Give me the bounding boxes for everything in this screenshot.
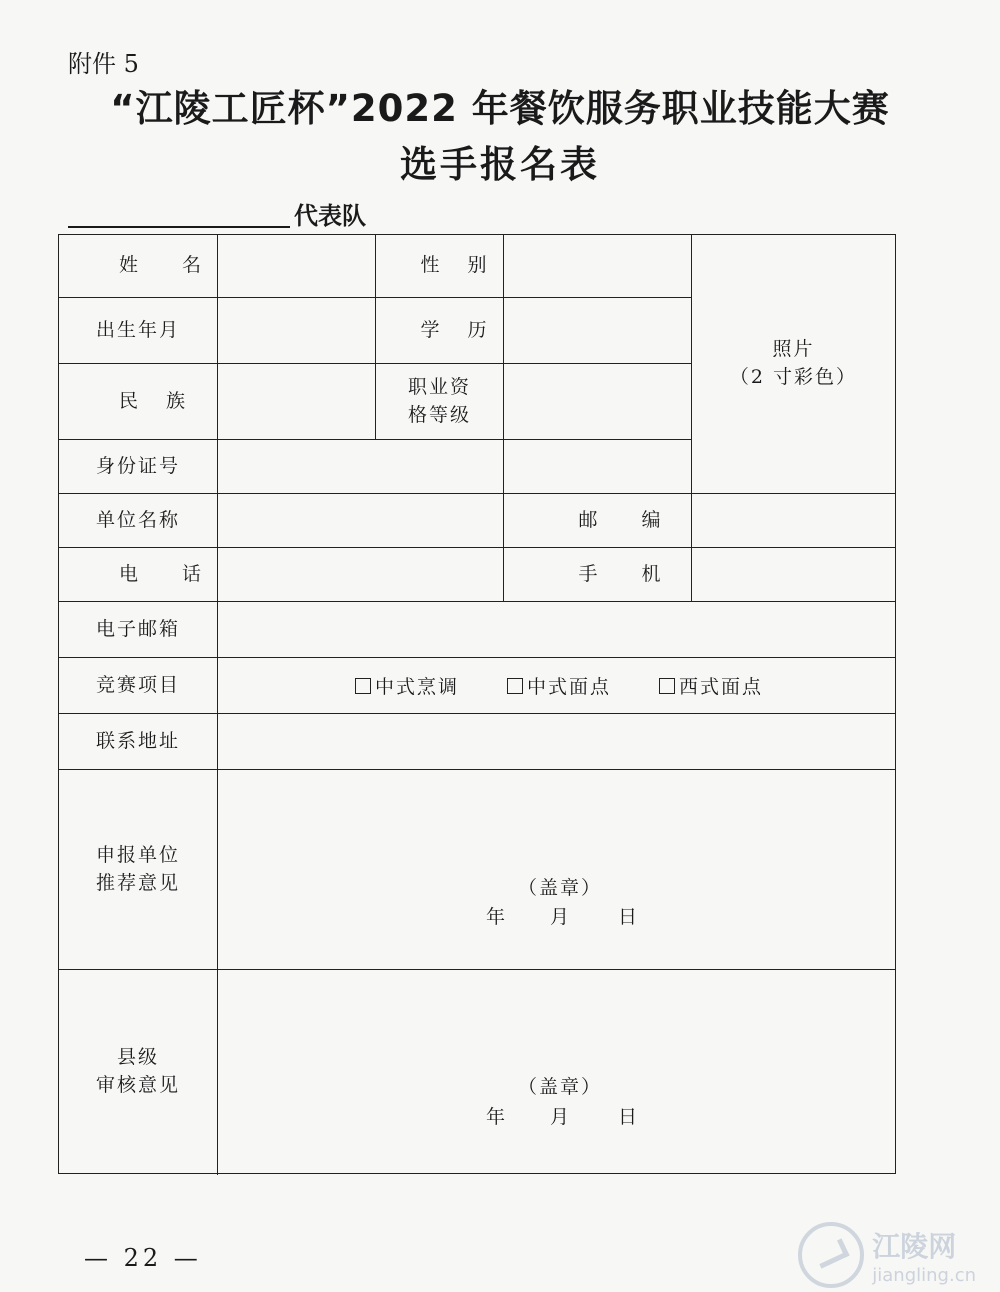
photo-box[interactable] <box>692 235 895 493</box>
checkbox-icon[interactable] <box>659 678 675 694</box>
checkbox-icon[interactable] <box>507 678 523 694</box>
label-email: 电子邮箱 <box>95 617 180 640</box>
county-date-day: 日 <box>618 1106 638 1128</box>
photo-label: 照片 <box>772 338 815 361</box>
label-phone: 电话 <box>118 562 245 585</box>
team-name-blank[interactable] <box>68 226 290 228</box>
employer-field[interactable] <box>218 494 503 547</box>
label-id-number: 身份证号 <box>95 454 180 477</box>
label-postcode: 邮编 <box>578 508 705 531</box>
unit-opinion-field[interactable] <box>218 770 895 969</box>
event-option-label: 中式烹调 <box>375 676 460 698</box>
event-option-chinese-cooking[interactable] <box>355 658 459 713</box>
name-field[interactable] <box>218 235 375 297</box>
event-option-chinese-pastry[interactable] <box>507 658 611 713</box>
county-stamp-label: （盖章） <box>518 1076 603 1098</box>
unit-stamp-label: （盖章） <box>518 877 603 899</box>
county-opinion-field[interactable] <box>218 970 895 1174</box>
phone-field[interactable] <box>218 548 503 601</box>
address-field[interactable] <box>218 714 895 769</box>
label-unit-opinion-line1: 申报单位 <box>95 843 180 866</box>
label-county-opinion <box>59 970 217 1174</box>
label-birth: 出生年月 <box>95 318 180 341</box>
label-unit-opinion <box>59 770 217 969</box>
event-option-label: 中式面点 <box>527 676 612 698</box>
watermark-url: jiangling.cn <box>872 1264 976 1286</box>
team-label: 代表队 <box>294 202 366 230</box>
label-mobile: 手机 <box>578 562 705 585</box>
annex-label: 附件 5 <box>68 50 139 78</box>
page-number: — 22 — <box>84 1244 202 1272</box>
unit-date-year: 年 <box>486 906 506 928</box>
postcode-field[interactable] <box>692 494 895 547</box>
label-employer: 单位名称 <box>95 508 180 531</box>
label-unit-opinion-line2: 推荐意见 <box>95 871 180 894</box>
event-option-label: 西式面点 <box>679 676 764 698</box>
label-name: 姓名 <box>118 254 245 277</box>
email-field[interactable] <box>218 602 895 657</box>
unit-date-month: 月 <box>550 906 570 928</box>
checkbox-icon[interactable] <box>355 678 371 694</box>
site-logo-icon <box>798 1222 864 1288</box>
ethnicity-field[interactable] <box>218 364 375 439</box>
county-date-month: 月 <box>550 1106 570 1128</box>
label-ethnicity: 民族 <box>118 389 213 412</box>
education-field[interactable] <box>504 298 691 363</box>
event-option-western-pastry[interactable] <box>659 658 763 713</box>
label-qualification-line2: 格等级 <box>407 403 471 426</box>
label-education: 学历 <box>420 318 515 341</box>
label-event: 竞赛项目 <box>95 673 180 696</box>
page-subtitle: 选手报名表 <box>400 143 600 186</box>
label-county-opinion-line2: 审核意见 <box>95 1074 180 1096</box>
registration-form <box>58 234 896 1174</box>
photo-size-note: （2 寸彩色） <box>729 366 858 388</box>
label-address: 联系地址 <box>95 729 180 752</box>
mobile-field[interactable] <box>692 548 895 601</box>
unit-date-day: 日 <box>618 906 638 928</box>
label-qualification-line1: 职业资 <box>407 375 471 398</box>
site-watermark <box>798 1222 976 1288</box>
county-date-year: 年 <box>486 1106 506 1128</box>
watermark-name: 江陵网 <box>872 1229 957 1263</box>
qualification-field[interactable] <box>504 364 691 439</box>
label-county-opinion-line1: 县级 <box>116 1046 159 1069</box>
birth-field[interactable] <box>218 298 375 363</box>
gender-field[interactable] <box>504 235 691 297</box>
page-title: “江陵工匠杯”2022 年餐饮服务职业技能大赛 <box>110 87 890 130</box>
label-qualification <box>376 364 503 439</box>
id-number-field[interactable] <box>218 440 691 493</box>
label-gender: 性别 <box>420 254 515 277</box>
